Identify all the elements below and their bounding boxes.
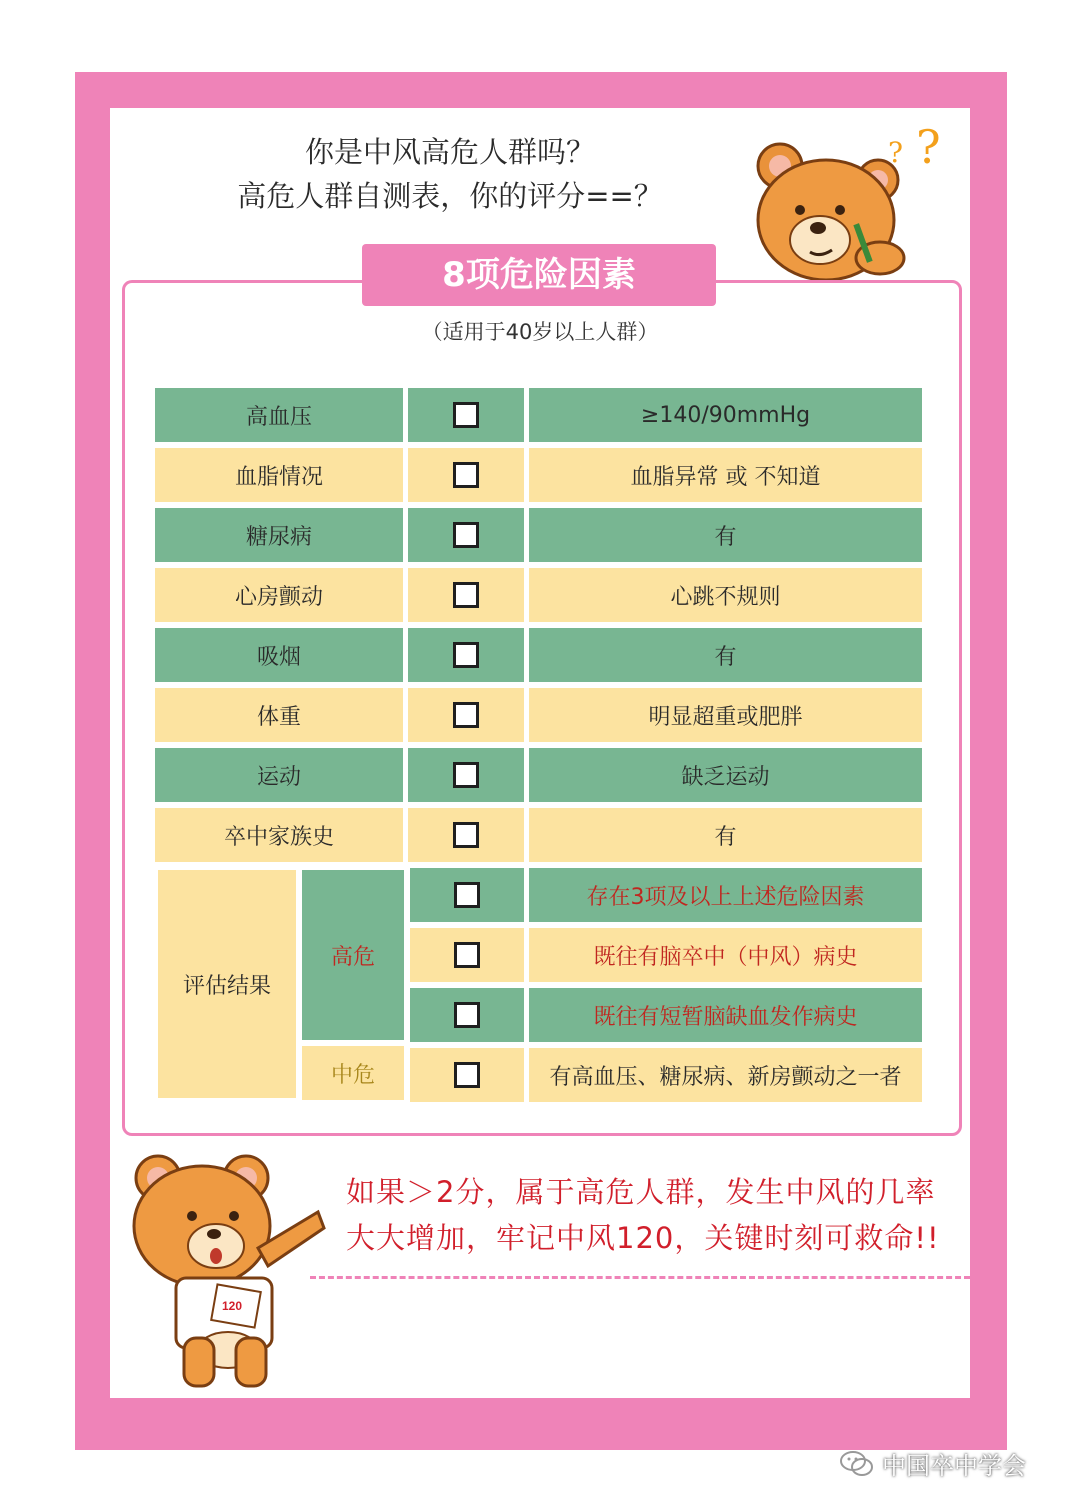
factor-exercise: 运动 — [155, 748, 403, 802]
evaluation-label: 评估结果 — [158, 870, 296, 1098]
question-mark-large: ? — [916, 120, 941, 174]
criterion-hypertension: ≥140/90mmHg — [529, 388, 922, 442]
watermark-text: 中国卒中学会 — [882, 1452, 1026, 1480]
checkbox-cell[interactable] — [408, 388, 524, 442]
criterion-blood-lipid: 血脂异常 或 不知道 — [529, 448, 922, 502]
checkbox-cell[interactable] — [410, 1048, 524, 1102]
checkbox-cell[interactable] — [408, 448, 524, 502]
warning-note-line2: 大大增加，牢记中风120，关键时刻可救命!! — [346, 1221, 940, 1255]
criterion-smoking: 有 — [529, 628, 922, 682]
wechat-watermark — [840, 1446, 1026, 1481]
factor-weight: 体重 — [155, 688, 403, 742]
checkbox-weight[interactable] — [453, 702, 479, 728]
checkbox-high-3[interactable] — [454, 1002, 480, 1028]
factor-family-history: 卒中家族史 — [155, 808, 403, 862]
question-mark-small: ? — [888, 136, 904, 169]
checkbox-cell[interactable] — [408, 628, 524, 682]
criterion-atrial-fibrillation: 心跳不规则 — [529, 568, 922, 622]
risk-factor-tab-title: 8项危险因素 — [362, 244, 716, 306]
bear-pointing-illustration — [118, 1138, 338, 1398]
mid-risk-label: 中危 — [302, 1046, 404, 1100]
checkbox-cell[interactable] — [408, 568, 524, 622]
criterion-exercise: 缺乏运动 — [529, 748, 922, 802]
high-risk-item-1: 存在3项及以上上述危险因素 — [529, 868, 922, 922]
age-scope-subtitle: （适用于40岁以上人群） — [421, 320, 659, 344]
checkbox-cell[interactable] — [410, 868, 524, 922]
checkbox-high-2[interactable] — [454, 942, 480, 968]
badge-120: 120 — [222, 1299, 243, 1313]
mid-risk-item: 有高血压、糖尿病、新房颤动之一者 — [529, 1048, 922, 1102]
criterion-family-history: 有 — [529, 808, 922, 862]
heading-score: 高危人群自测表，你的评分==？ — [237, 179, 663, 213]
checkbox-family-history[interactable] — [453, 822, 479, 848]
checkbox-cell[interactable] — [408, 508, 524, 562]
criterion-weight: 明显超重或肥胖 — [529, 688, 922, 742]
high-risk-item-2: 既往有脑卒中（中风）病史 — [529, 928, 922, 982]
checkbox-mid[interactable] — [454, 1062, 480, 1088]
checkbox-atrial-fibrillation[interactable] — [453, 582, 479, 608]
checkbox-smoking[interactable] — [453, 642, 479, 668]
warning-note-line1: 如果＞2分，属于高危人群，发生中风的几率 — [346, 1175, 936, 1209]
checkbox-cell[interactable] — [408, 688, 524, 742]
factor-diabetes: 糖尿病 — [155, 508, 403, 562]
dashed-divider — [310, 1276, 970, 1279]
high-risk-label: 高危 — [302, 870, 404, 1040]
checkbox-blood-lipid[interactable] — [453, 462, 479, 488]
criterion-diabetes: 有 — [529, 508, 922, 562]
factor-hypertension: 高血压 — [155, 388, 403, 442]
factor-atrial-fibrillation: 心房颤动 — [155, 568, 403, 622]
checkbox-exercise[interactable] — [453, 762, 479, 788]
factor-blood-lipid: 血脂情况 — [155, 448, 403, 502]
checkbox-cell[interactable] — [410, 928, 524, 982]
checkbox-cell[interactable] — [410, 988, 524, 1042]
checkbox-cell[interactable] — [408, 748, 524, 802]
heading-question: 你是中风高危人群吗？ — [304, 135, 595, 169]
checkbox-hypertension[interactable] — [453, 402, 479, 428]
wechat-icon — [840, 1450, 874, 1478]
checkbox-diabetes[interactable] — [453, 522, 479, 548]
factor-smoking: 吸烟 — [155, 628, 403, 682]
checkbox-high-1[interactable] — [454, 882, 480, 908]
poster-card — [110, 108, 970, 1398]
high-risk-item-3: 既往有短暂脑缺血发作病史 — [529, 988, 922, 1042]
checkbox-cell[interactable] — [408, 808, 524, 862]
